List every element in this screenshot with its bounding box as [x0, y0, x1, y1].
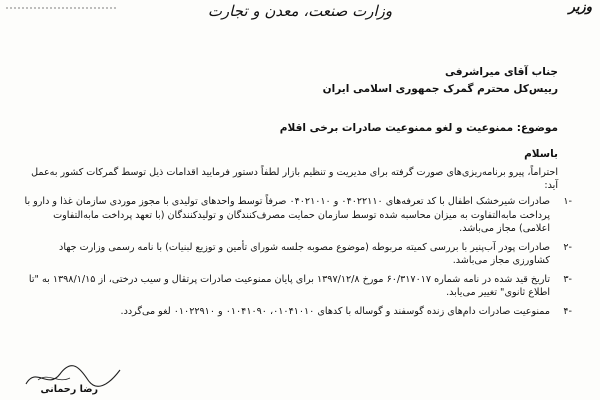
item-number: ۱- — [563, 196, 572, 207]
item-text: صادرات شیرخشک اطفال با کد تعرفه‌های ۰۴۰۲۲۱۱۰ و ۰۴۰۲۱۰۱۰ صرفاً توسط واحدهای تولیدی با مجوز موردی سازمان غذا و دارو با پرداخت مابه‌التفاوت به میزان محاسبه شده توسط سازمان حمایت مصرف‌کنندگان و تولیدکنندگان (با تعهد پرداخت مابه‌التفاوت اعلامی) مجاز می‌باشد. — [24, 196, 550, 234]
ministry-name: وزارت صنعت، معدن و تجارت — [207, 2, 393, 20]
recipient-block — [98, 64, 558, 98]
recipient-name: جناب آقای میراشرفی — [445, 66, 558, 78]
list-item — [24, 273, 572, 300]
header-decoration — [6, 4, 126, 12]
item-number: ۳- — [563, 273, 572, 285]
item-text: ممنوعیت صادرات دام‌های زنده گوسفند و گوساله با کدهای ۰۱۰۴۱۰۱۰، ۰۱۰۴۱۰۹۰ و ۰۱۰۲۲۹۱۰ لغو می‌گردد. — [120, 305, 550, 317]
item-text: صادرات پودر آب‌پنیر با بررسی کمیته مربوطه (موضوع مصوبه جلسه شورای تأمین و توزیع لبنیات) با نامه رسمی وزارت جهاد کشاورزی مجاز می‌باشد. — [59, 241, 550, 266]
item-number: ۴- — [563, 305, 572, 317]
intro-paragraph: احتراماً، پیرو برنامه‌ریزی‌های صورت گرفته برای مدیریت و تنظیم بازار لطفاً دستور فرمایید اقدامات ذیل توسط گمرکات کشور به‌عمل آید: — [31, 167, 558, 191]
letter-subject: موضوع: ممنوعیت و لغو ممنوعیت صادرات برخی اقلام — [279, 122, 558, 134]
list-item — [24, 195, 572, 236]
numbered-items — [24, 195, 572, 323]
item-number: ۲- — [563, 241, 572, 253]
recipient-title: رییس‌کل محترم گمرک جمهوری اسلامی ایران — [322, 83, 558, 95]
list-item — [24, 241, 572, 268]
greeting: باسلام — [524, 148, 558, 160]
item-text: تاریخ قید شده در نامه شماره ۶۰/۳۱۷۰۱۷ مورخ ۱۳۹۷/۱۲/۸ برای پایان ممنوعیت صادرات پرتقال و سیب درختی، از ۱۳۹۸/۱/۱۵ به "تا اطلاع ثانوی" تغییر می‌یابد. — [28, 273, 550, 298]
minister-heading: وزیر — [568, 0, 592, 15]
list-item — [24, 305, 572, 319]
signer-name: رضا رحمانی — [40, 384, 98, 395]
